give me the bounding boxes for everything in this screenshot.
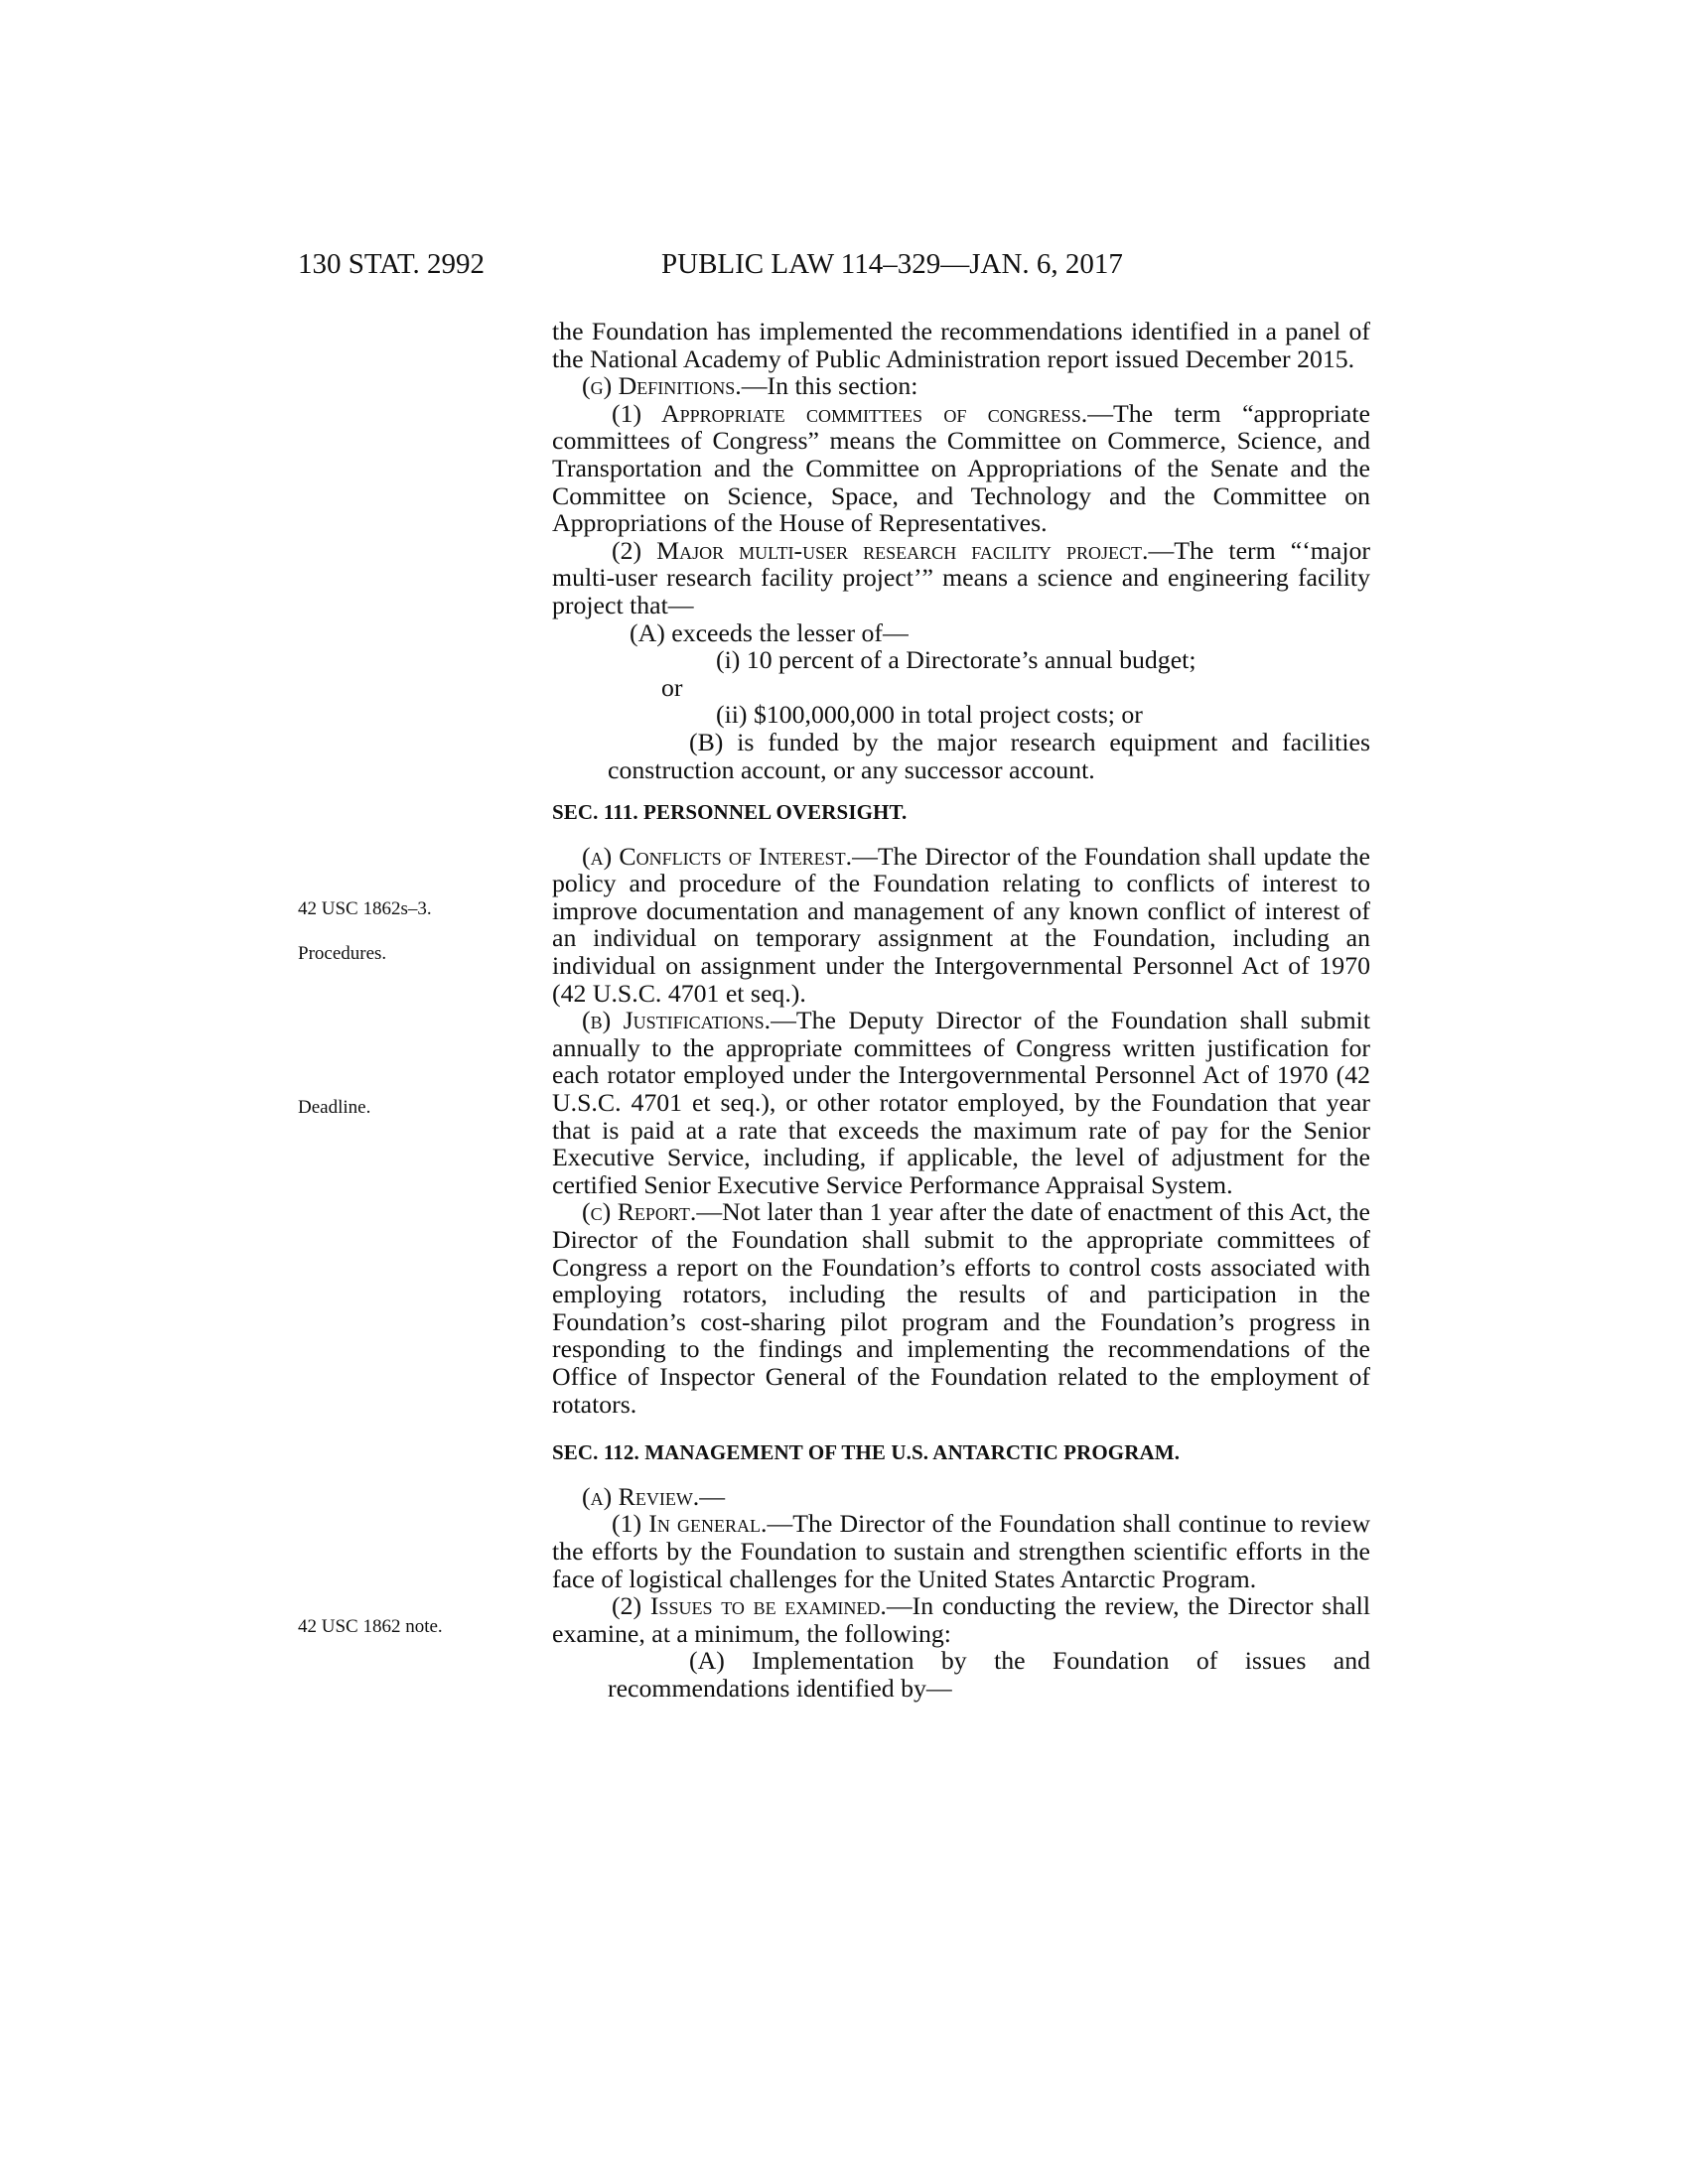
- running-header: [298, 248, 1370, 288]
- statute-body: [552, 318, 1370, 1703]
- margin-note-usc-112: 42 USC 1862 note.: [298, 1616, 443, 1637]
- subparagraph-g-a: (A) exceeds the lesser of—: [630, 617, 909, 647]
- subsection-g-text: —In this section:: [741, 371, 918, 401]
- section-112-a-2-text: —In conducting the review, the Director shall examine, at a minimum, the following:: [552, 1591, 1370, 1648]
- section-111-c-heading: (c) Report.: [582, 1197, 697, 1227]
- section-111-c-text: —Not later than 1 year after the date of enactment of this Act, the Director of the Foundation shall submit to the appropriate committees of Congress a report on the Foundation’s efforts to control costs associated with employing rotators, including the results of and participation in the Foundation’s cost-sharing pilot program and the Foundation’s progress in responding to the findings and implementing the recommendations of the Office of Inspector General of the Foundation related to the employment of rotators.: [552, 1197, 1371, 1419]
- clause-g-a-ii: (ii) $100,000,000 in total project costs; or: [716, 700, 1143, 730]
- margin-note-usc-111: 42 USC 1862s–3.: [298, 898, 432, 919]
- subsection-g: [552, 372, 1370, 400]
- paragraph-g1-text: —The term “appropriate committees of Congress” means the Committee on Commerce, Science, and Transportation and the Committee on Appropriations of the Senate and the Committee on Science, Space, and Technology and the Committee on Appropriations of the House of Representatives.: [552, 398, 1370, 538]
- clause-g-a-i-or: or: [661, 672, 683, 702]
- section-111-b: [552, 1007, 1370, 1198]
- paragraph-g1-heading: (1) Appropriate committees of congress.: [612, 398, 1088, 428]
- section-111-c: [552, 1198, 1370, 1418]
- subsection-g-heading: (g) Definitions.: [582, 371, 742, 401]
- section-111-b-heading: (b) Justifications.: [582, 1006, 772, 1035]
- section-112-a-2-heading: (2) Issues to be examined.: [612, 1591, 887, 1621]
- paragraph-g2: [552, 537, 1370, 619]
- section-112-a-1: [552, 1510, 1370, 1592]
- subparagraph-g-b: (B) is funded by the major research equipment and facilities construction account, or any successor account.: [608, 727, 1370, 784]
- margin-note-procedures: Procedures.: [298, 943, 387, 964]
- paragraph-g1: [552, 400, 1370, 537]
- section-111-a: [552, 843, 1370, 1008]
- public-law-title: PUBLIC LAW 114–329—JAN. 6, 2017: [661, 248, 1123, 280]
- section-112-a: [552, 1483, 1370, 1511]
- paragraph-g2-text: —The term “‘major multi-user research facility project’” means a science and engineering facility project that—: [552, 535, 1370, 619]
- section-112-heading: SEC. 112. MANAGEMENT OF THE U.S. ANTARCTIC PROGRAM.: [552, 1440, 1181, 1465]
- section-111-heading: SEC. 111. PERSONNEL OVERSIGHT.: [552, 800, 908, 825]
- paragraph-g2-heading: (2) Major multi-user research facility project.: [612, 535, 1149, 565]
- section-112-a-text: —: [699, 1481, 726, 1511]
- section-111-a-text: —The Director of the Foundation shall update the policy and procedure of the Foundation relating to conflicts of interest to improve documentation and management of any known conflict of interest of an individual on temporary assignment at the Foundation, including an individual on assignment under the Intergovernmental Personnel Act of 1970 (42 U.S.C. 4701 et seq.).: [552, 841, 1370, 1008]
- section-112-a-1-text: —The Director of the Foundation shall continue to review the efforts by the Foundation to sustain and strengthen scientific efforts in the face of logistical challenges for the United States Antarctic Program.: [552, 1509, 1370, 1593]
- section-111-b-text: —The Deputy Director of the Foundation shall submit annually to the appropriate committees of Congress written justification for each rotator employed under the Intergovernmental Personnel Act of 1970 (42 U.S.C. 4701 et seq.), or other rotator employed, by the Foundation that year that is paid at a rate that exceeds the maximum rate of pay for the Senior Executive Service, including, if applicable, the level of adjustment for the certified Senior Executive Service Performance Appraisal System.: [552, 1006, 1371, 1199]
- section-112-a-2-A: (A) Implementation by the Foundation of issues and recommendations identified by—: [608, 1646, 1370, 1703]
- continued-paragraph: the Foundation has implemented the recommendations identified in a panel of the National Academy of Public Administration report issued December 2015.: [552, 317, 1370, 373]
- section-111-a-heading: (a) Conflicts of Interest.: [582, 841, 853, 871]
- section-112-a-2: [552, 1592, 1370, 1647]
- margin-note-deadline: Deadline.: [298, 1097, 371, 1118]
- section-112-a-heading: (a) Review.: [582, 1481, 700, 1511]
- clause-g-a-i: (i) 10 percent of a Directorate’s annual budget;: [716, 645, 1196, 675]
- section-112-a-1-heading: (1) In general.: [612, 1509, 768, 1539]
- stat-page-reference: 130 STAT. 2992: [298, 248, 486, 280]
